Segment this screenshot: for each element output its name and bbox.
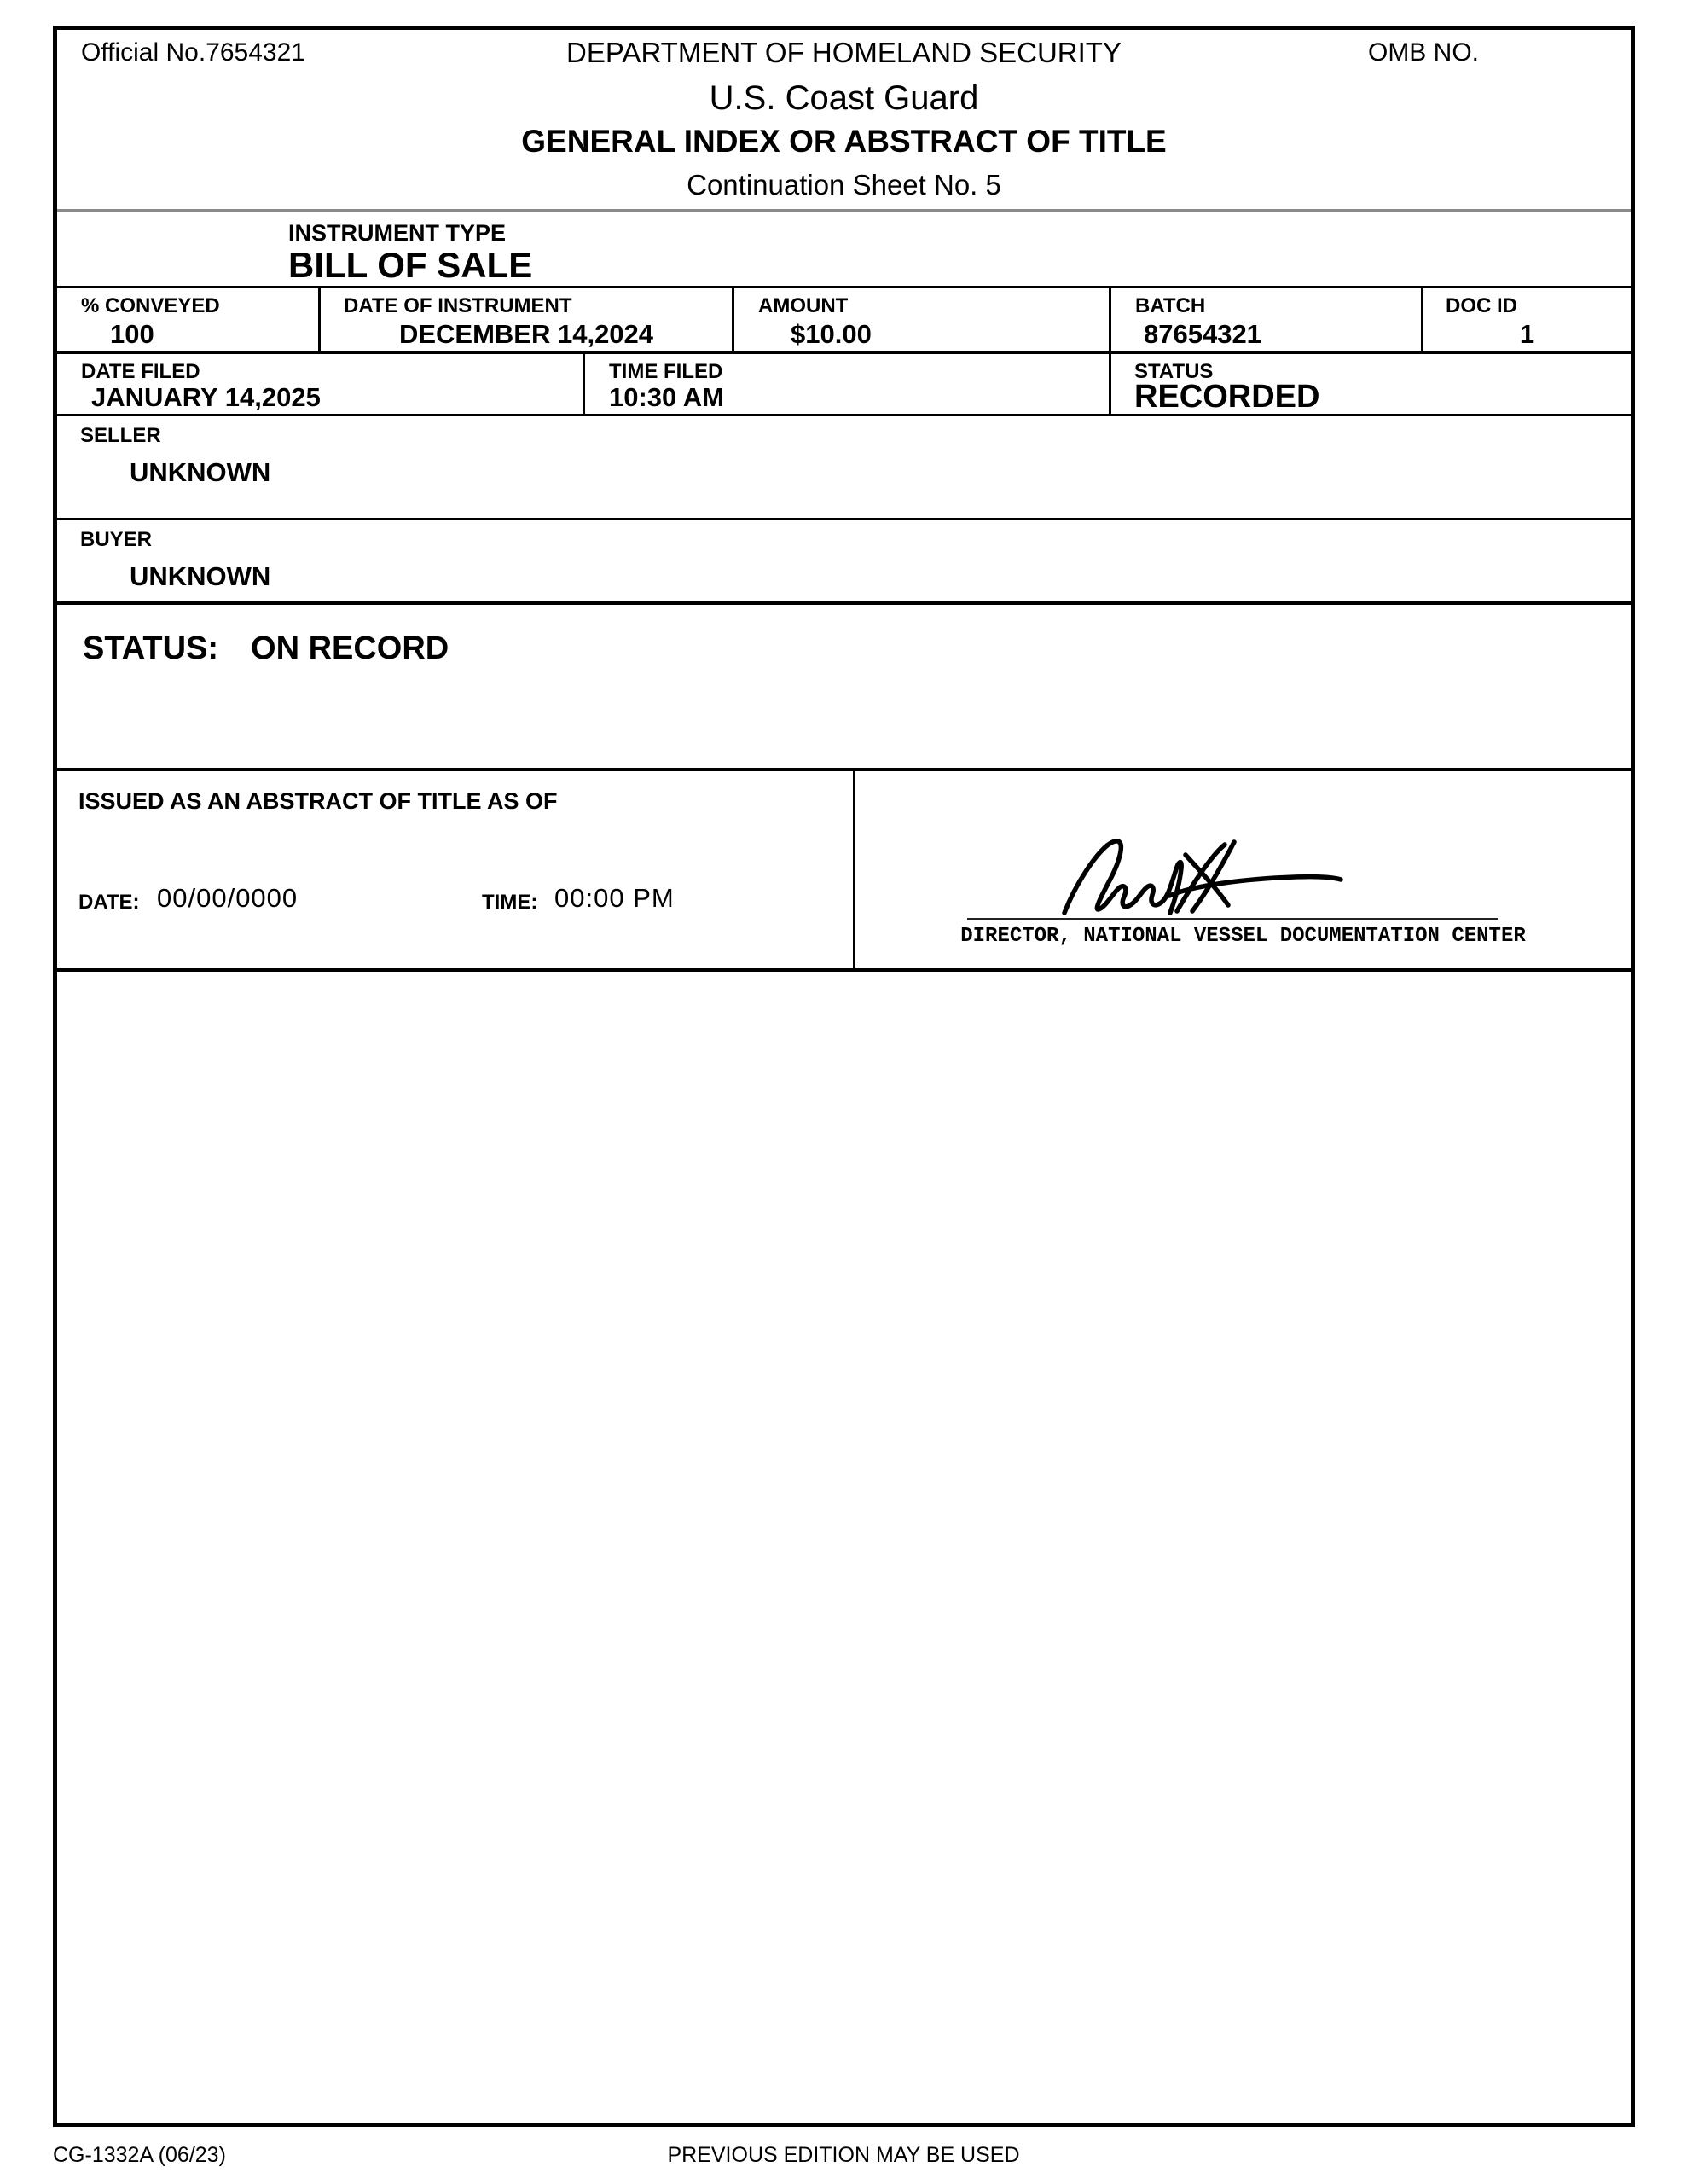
conveyed-cell [57,288,318,351]
record-status-label: STATUS: [83,630,219,666]
department-title: DEPARTMENT OF HOMELAND SECURITY [566,37,1122,68]
buyer-section [57,518,1631,601]
issued-section [57,768,1631,968]
instrument-type-label: INSTRUMENT TYPE [288,220,507,246]
blank-continuation-area [57,968,1631,2123]
issued-date-value: 00/00/0000 [157,883,299,913]
status-label: STATUS [1134,360,1214,383]
signature-caption: DIRECTOR, NATIONAL VESSEL DOCUMENTATION CENTER [960,925,1526,948]
date-filed-cell [57,354,583,414]
conveyed-label: % CONVEYED [81,294,220,317]
status-cell [1109,354,1631,414]
batch-label: BATCH [1135,294,1206,317]
form-title: GENERAL INDEX OR ABSTRACT OF TITLE [521,124,1167,159]
conveyed-value: 100 [110,319,154,349]
doc-id-label: DOC ID [1446,294,1517,317]
record-status-value: ON RECORD [251,630,449,666]
amount-label: AMOUNT [758,294,849,317]
date-of-instrument-label: DATE OF INSTRUMENT [344,294,572,317]
issued-info-cell [57,771,853,968]
date-filed-label: DATE FILED [81,360,200,383]
date-of-instrument-cell [318,288,732,351]
issued-time-value: 00:00 PM [554,883,675,913]
continuation-sheet-label: Continuation Sheet No. 5 [687,169,1001,200]
agency-title: U.S. Coast Guard [709,79,979,117]
fields-row-1 [57,286,1631,351]
fields-row-2 [57,351,1631,414]
amount-cell [732,288,1109,351]
previous-edition-note: PREVIOUS EDITION MAY BE USED [667,2143,1020,2167]
seller-section [57,414,1631,518]
signature-image [972,810,1518,921]
doc-id-cell [1421,288,1631,351]
instrument-type-value: BILL OF SALE [288,245,533,285]
buyer-label: BUYER [80,528,153,551]
instrument-type-section [57,209,1631,286]
time-filed-label: TIME FILED [609,360,723,383]
seller-label: SELLER [80,424,161,447]
form-number: CG-1332A (06/23) [53,2143,226,2167]
buyer-value: UNKNOWN [130,561,271,591]
batch-cell [1109,288,1421,351]
record-status-section [57,601,1631,768]
status-value: RECORDED [1134,379,1320,415]
batch-value: 87654321 [1144,319,1261,349]
seller-value: UNKNOWN [130,457,271,487]
omb-number-label: OMB NO. [1367,38,1479,67]
time-filed-cell [583,354,1109,414]
official-number: Official No.7654321 [81,38,305,67]
amount-value: $10.00 [791,319,872,349]
date-filed-value: JANUARY 14,2025 [91,382,321,412]
signature-line [967,918,1498,920]
form-header [57,30,1631,209]
issued-time-label: TIME: [482,891,538,914]
issued-title: ISSUED AS AN ABSTRACT OF TITLE AS OF [78,788,558,814]
form-outer-border [53,26,1635,2127]
time-filed-value: 10:30 AM [609,382,724,412]
signature-cell [853,771,1631,968]
issued-date-label: DATE: [78,891,140,914]
date-of-instrument-value: DECEMBER 14,2024 [398,319,654,349]
doc-id-value: 1 [1519,319,1535,349]
